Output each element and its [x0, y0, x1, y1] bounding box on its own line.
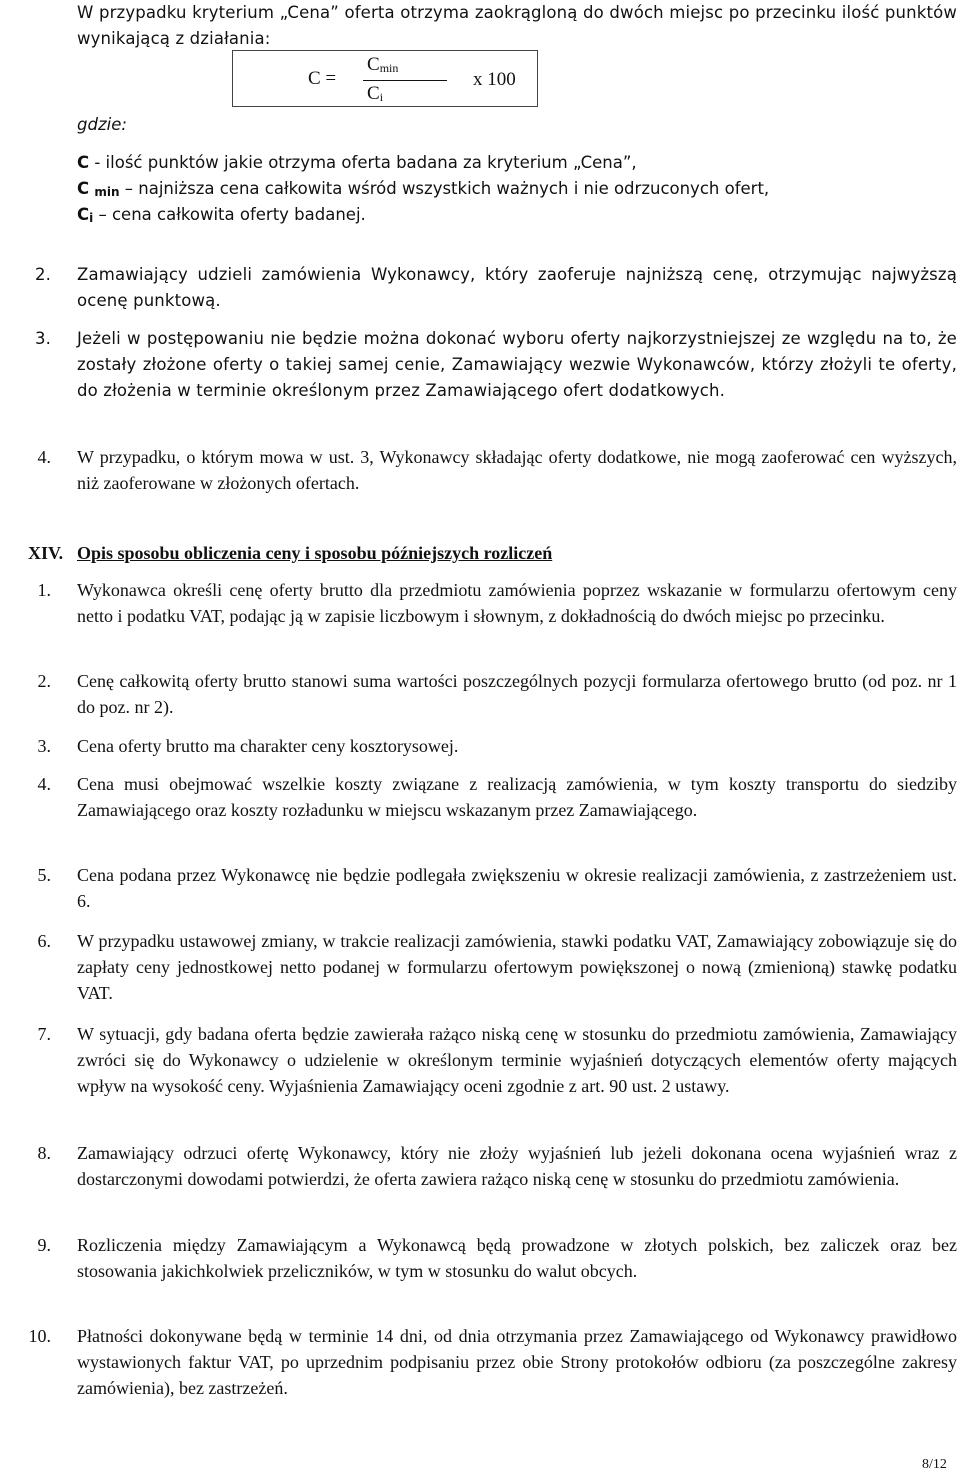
list-number: 4.	[37, 774, 51, 794]
list-number: 3.	[34, 329, 51, 348]
formula-denominator	[367, 81, 383, 110]
definition-symbol: C	[77, 179, 90, 198]
list-number: 2.	[37, 671, 51, 691]
intro-paragraph: W przypadku kryterium „Cena” oferta otrzyma zaokrągloną do dwóch miejsc po przecinku ilość punktów wynikającą z działania:	[77, 3, 957, 48]
formula-multiplier: x 100	[473, 69, 516, 90]
list-item: W przypadku ustawowej zmiany, w trakcie realizacji zamówienia, stawki podatku VAT, Zamawiający zobowiązuje się do zapłaty ceny jednostkowej netto podanej w formularzu ofertowym powiększonej o nową (zmienioną) stawkę podatku VAT.	[77, 931, 957, 1003]
numerator-subscript: min	[379, 61, 399, 75]
definition-subscript: i	[89, 211, 94, 225]
list-item: Zamawiający odrzuci ofertę Wykonawcy, który nie złoży wyjaśnień lub jeżeli dokonana ocena wyjaśnień wraz z dostarczonymi dowodami potwierdzi, że oferta zawiera rażąco niską cenę w stosunku do przedmiotu zamówienia.	[77, 1143, 957, 1189]
list-number: 7.	[37, 1024, 51, 1044]
definition-c	[77, 150, 637, 176]
definition-subscript: min	[94, 185, 120, 199]
list-number: 10.	[28, 1326, 51, 1346]
section-title: Opis sposobu obliczenia ceny i sposobu późniejszych rozliczeń	[77, 543, 553, 563]
list-number: 4.	[37, 447, 51, 467]
list-number: 1.	[37, 580, 51, 600]
denominator-symbol: C	[367, 83, 380, 104]
list-item: W sytuacji, gdy badana oferta będzie zawierała rażąco niską cenę w stosunku do przedmiotu zamówienia, Zamawiający zwróci się do Wykonawcy o udzielenie w określonym terminie wyjaśnień dotyczących elementów oferty mających wpływ na wysokość ceny. Wyjaśnienia Zamawiający oceni zgodnie z art. 90 ust. 2 ustawy.	[77, 1024, 957, 1096]
list-number: 3.	[37, 736, 51, 756]
list-item: Zamawiający udzieli zamówienia Wykonawcy, który zaoferuje najniższą cenę, otrzymując najwyższą ocenę punktową.	[77, 265, 957, 310]
list-item: W przypadku, o którym mowa w ust. 3, Wykonawcy składając oferty dodatkowe, nie mogą zaoferować cen wyższych, niż zaoferowane w złożonych ofertach.	[77, 447, 957, 493]
definition-text: – cena całkowita oferty badanej.	[93, 205, 366, 224]
list-item: Cena oferty brutto ma charakter ceny kosztorysowej.	[77, 736, 459, 756]
list-number: 8.	[37, 1143, 51, 1163]
definition-text: – najniższa cena całkowita wśród wszystkich ważnych i nie odrzuconych ofert,	[119, 179, 770, 198]
where-label: gdzie:	[77, 115, 127, 134]
list-item: Cena podana przez Wykonawcę nie będzie podlegała zwiększeniu w okresie realizacji zamówienia, z zastrzeżeniem ust. 6.	[77, 865, 957, 911]
definition-cmin	[77, 176, 769, 205]
list-number: 6.	[37, 931, 51, 951]
definition-ci	[77, 202, 366, 231]
list-item: Cenę całkowitą oferty brutto stanowi suma wartości poszczególnych pozycji formularza ofertowego brutto (od poz. nr 1 do poz. nr 2).	[77, 671, 957, 717]
definition-text: - ilość punktów jakie otrzyma oferta badana za kryterium „Cena”,	[89, 153, 637, 172]
definition-symbol: C	[77, 153, 90, 172]
definition-symbol: C	[77, 205, 90, 224]
list-item: Wykonawca określi cenę oferty brutto dla przedmiotu zamówienia poprzez wskazanie w formularzu ofertowym ceny netto i podatku VAT, podając ją w zapisie liczbowym i słownym, z dokładnością do dwóch miejsc po przecinku.	[77, 580, 957, 626]
page-number: 8/12	[922, 1457, 947, 1472]
numerator-symbol: C	[367, 54, 380, 75]
list-number: 9.	[37, 1235, 51, 1255]
list-number: 2.	[34, 265, 51, 284]
list-item: Płatności dokonywane będą w terminie 14 dni, od dnia otrzymania przez Zamawiającego od Wykonawcy prawidłowo wystawionych faktur VAT, po uprzednim podpisaniu przez obie Strony protokołów odbioru (za poszczególne zakresy zamówienia), bez zastrzeżeń.	[77, 1326, 957, 1398]
formula-lhs: C =	[308, 68, 337, 89]
list-item: Jeżeli w postępowaniu nie będzie można dokonać wyboru oferty najkorzystniejszej ze względu na to, że zostały złożone oferty o takiej samej cenie, Zamawiający wezwie Wykonawców, którzy złożyli te oferty, do złożenia w terminie określonym przez Zamawiającego ofert dodatkowych.	[77, 329, 957, 400]
list-item: Cena musi obejmować wszelkie koszty związane z realizacją zamówienia, w tym koszty transportu do siedziby Zamawiającego oraz koszty rozładunku w miejscu wskazanym przez Zamawiającego.	[77, 774, 957, 820]
denominator-subscript: i	[379, 90, 384, 104]
list-item: Rozliczenia między Zamawiającym a Wykonawcą będą prowadzone w złotych polskich, bez zaliczek oraz bez stosowania jakichkolwiek przeliczników, w tym w stosunku do walut obcych.	[77, 1235, 957, 1281]
formula-numerator	[367, 52, 398, 81]
section-number: XIV.	[28, 543, 64, 563]
price-formula	[232, 50, 538, 107]
list-number: 5.	[37, 865, 51, 885]
